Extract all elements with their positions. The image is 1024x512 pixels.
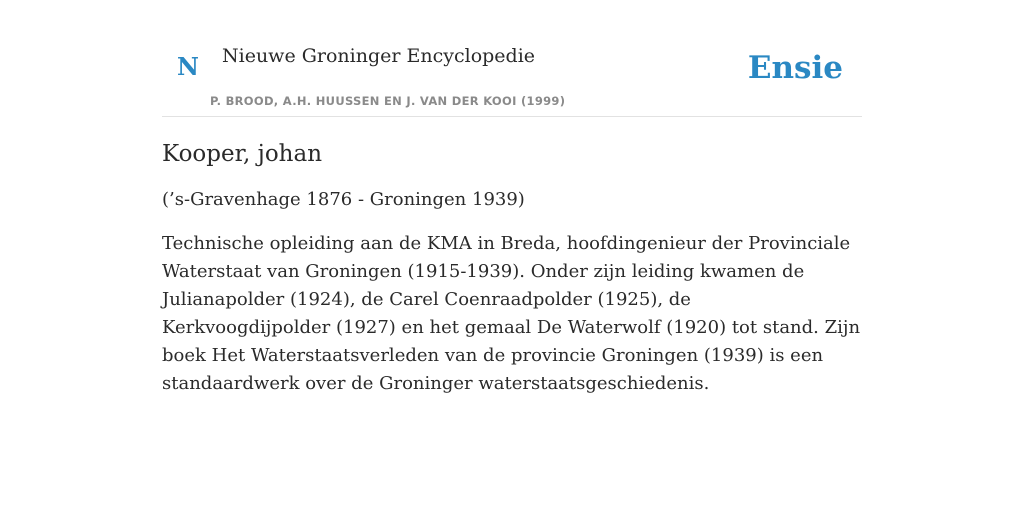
page-container bbox=[162, 0, 862, 398]
book-logo-icon[interactable]: N bbox=[177, 52, 199, 81]
entry-dates: (’s-Gravenhage 1876 - Groningen 1939) bbox=[162, 189, 525, 210]
entry-title: Kooper, johan bbox=[162, 141, 323, 167]
book-authors: P. BROOD, A.H. HUUSSEN EN J. VAN DER KOOI (1999) bbox=[210, 94, 566, 108]
entry-body: Technische opleiding aan de KMA in Breda, hoofdingenieur der Provinciale Waterstaat van Groningen (1915-1939). Onder zijn leiding kwamen de Julianapolder (1924), de Carel Coenraadpolder (1925), de Kerkvoogdijpolder (1927) en het gemaal De Waterwolf (1920) tot stand. Zijn boek Het Waterstaatsverleden van de provincie Groningen (1939) is een standaardwerk over de Groninger waterstaatsgeschiedenis. bbox=[162, 233, 861, 394]
book-title-link[interactable]: Nieuwe Groninger Encyclopedie bbox=[222, 45, 536, 67]
book-header bbox=[162, 0, 862, 117]
ensie-logo-link[interactable]: Ensie bbox=[747, 50, 843, 86]
